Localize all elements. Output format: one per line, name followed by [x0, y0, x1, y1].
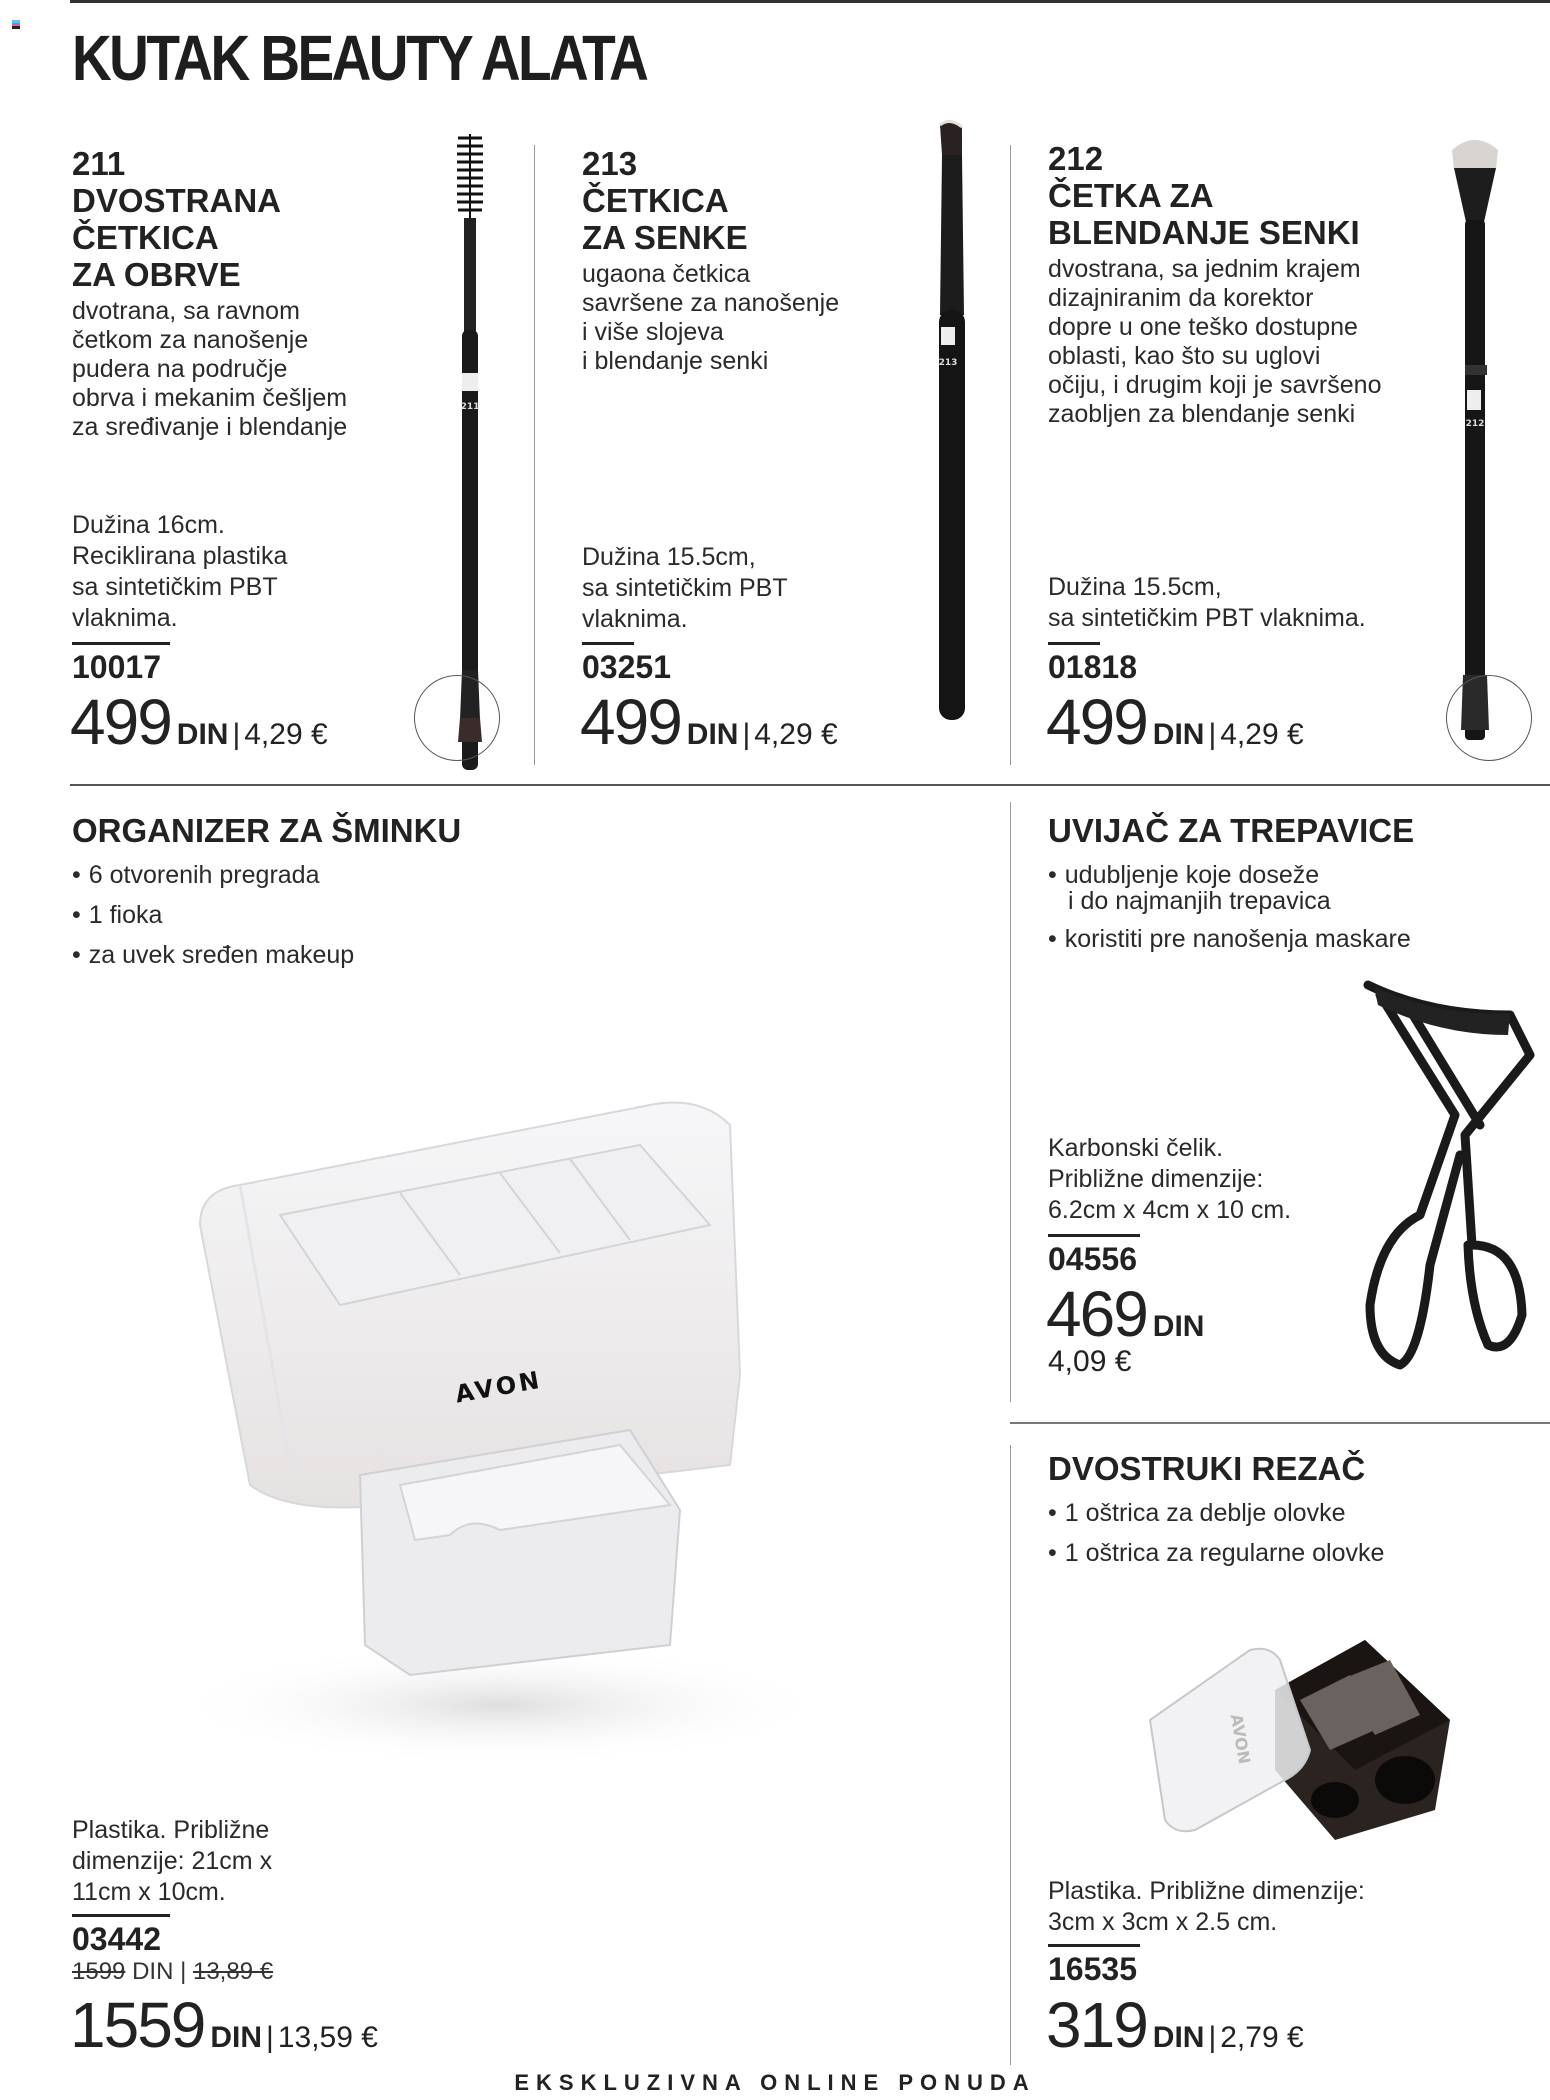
- price-currency: DIN: [176, 718, 229, 751]
- organizer-title: ORGANIZER ZA ŠMINKU: [72, 812, 462, 849]
- product-card-213: [582, 145, 839, 376]
- product-spec: Dužina 15.5cm, sa sintetičkim PBT vlaknima.: [582, 543, 788, 633]
- price-value: 1559: [70, 1989, 205, 2061]
- organizer-spec: Plastika. Približne dimenzije: 21cm x 11cm x 10cm.: [72, 1816, 273, 1906]
- column-divider: [1010, 145, 1011, 765]
- product-code: 03442: [72, 1921, 161, 1957]
- sharpener-features: • 1 oštrica za deblje olovke • 1 oštrica za regularne olovke: [1048, 1493, 1384, 1573]
- curler-title: UVIJAČ ZA TREPAVICE: [1048, 812, 1415, 849]
- price: 499 DIN | 4,29 €: [1046, 686, 1304, 758]
- svg-text:211: 211: [460, 402, 480, 412]
- price-eur: 2,79 €: [1220, 2021, 1304, 2054]
- price-eur: 13,59 €: [277, 2021, 378, 2054]
- product-code: 04556: [1048, 1241, 1137, 1277]
- code-rule: [1048, 642, 1100, 645]
- price-currency: DIN: [1152, 718, 1205, 751]
- price-eur: 4,29 €: [754, 718, 838, 751]
- code-rule: [72, 1914, 170, 1917]
- eyelash-curler-image: [1360, 975, 1540, 1385]
- page-title: KUTAK BEAUTY ALATA: [72, 22, 647, 94]
- price-value: 319: [1046, 1989, 1147, 2061]
- curler-features: • udubljenje koje doseže i do najmanjih trepavica • koristiti pre nanošenja maskare: [1048, 855, 1411, 959]
- blending-brush-image: [1440, 130, 1510, 750]
- sharpener-title: DVOSTRUKI REZAČ: [1048, 1450, 1366, 1487]
- product-code: 16535: [1048, 1951, 1137, 1987]
- product-name: 213 ČETKICA ZA SENKE: [582, 145, 748, 256]
- footer-banner: EKSKLUZIVNA ONLINE PONUDA: [514, 2070, 1036, 2095]
- product-card-212: [1048, 140, 1381, 429]
- svg-text:AVON: AVON: [453, 1365, 545, 1409]
- price-value: 469: [1046, 1278, 1147, 1350]
- product-card-211: [72, 145, 347, 442]
- product-description: dvostrana, sa jednim krajem dizajniranim da korektor dopre u one teško dostupne oblasti, kao što su uglovi očiju, i drugim koji je savršeno zaobljen za blendanje senki: [1048, 255, 1382, 428]
- column-divider: [1010, 802, 1011, 1402]
- code-rule: [72, 642, 170, 645]
- product-code: 10017: [72, 649, 161, 685]
- product-description: dvotrana, sa ravnom četkom za nanošenje pudera na područje obrva i mekanim češljem za sređivanje i blendanje: [72, 297, 348, 441]
- price: 1559 DIN | 13,59 €: [70, 1989, 378, 2061]
- zoom-circle: [414, 675, 500, 761]
- zoom-circle: [1446, 675, 1532, 761]
- sharpener-spec: Plastika. Približne dimenzije: 3cm x 3cm x 2.5 cm.: [1048, 1877, 1365, 1936]
- svg-text:213: 213: [938, 358, 958, 368]
- price-value: 499: [1046, 686, 1147, 758]
- old-price-value: 1599: [72, 1958, 126, 1985]
- svg-text:212: 212: [1465, 419, 1485, 429]
- price-currency: DIN: [1152, 2021, 1205, 2054]
- section-rule: [1010, 1422, 1550, 1424]
- product-code: 03251: [582, 649, 671, 685]
- price: 499 DIN | 4,29 €: [70, 686, 328, 758]
- price: 499 DIN | 4,29 €: [580, 686, 838, 758]
- price-value: 499: [580, 686, 681, 758]
- product-name: 211 DVOSTRANA ČETKICA ZA OBRVE: [72, 145, 282, 293]
- price-value: 499: [70, 686, 171, 758]
- product-spec: Dužina 16cm. Reciklirana plastika sa sintetičkim PBT vlaknima.: [72, 511, 288, 632]
- price-currency: DIN: [1152, 1310, 1205, 1343]
- price: [1046, 1278, 1205, 1350]
- svg-text:AVON: AVON: [1226, 1712, 1255, 1766]
- old-price: 1599 DIN | 13,89 €: [72, 1958, 274, 1985]
- pencil-sharpener-image: [1135, 1620, 1480, 1845]
- curler-spec: Karbonski čelik. Približne dimenzije: 6.2cm x 4cm x 10 cm.: [1048, 1134, 1292, 1224]
- product-code: 01818: [1048, 649, 1137, 685]
- product-description: ugaona četkica savršene za nanošenje i više slojeva i blendanje senki: [582, 260, 840, 375]
- price-currency: DIN: [210, 2021, 263, 2054]
- code-rule: [582, 642, 634, 645]
- eyeshadow-brush-image: [920, 115, 980, 725]
- code-rule: [1048, 1234, 1140, 1237]
- price-currency: DIN: [686, 718, 739, 751]
- product-name: 212 ČETKA ZA BLENDANJE SENKI: [1048, 140, 1360, 251]
- old-price-eur: 13,89 €: [192, 1958, 274, 1985]
- organizer-features: • 6 otvorenih pregrada • 1 fioka • za uvek sređen makeup: [72, 855, 354, 975]
- column-divider: [534, 145, 535, 765]
- organizer-image: [170, 1085, 890, 1765]
- column-divider: [1010, 1445, 1011, 2065]
- price-eur: 4,09 €: [1048, 1345, 1132, 1378]
- print-registration-mark: [12, 20, 20, 29]
- top-rule: [70, 0, 1550, 3]
- price-eur: 4,29 €: [1220, 718, 1304, 751]
- code-rule: [1048, 1944, 1140, 1947]
- brow-brush-image: [430, 130, 510, 770]
- section-rule: [70, 784, 1550, 786]
- price: 319 DIN | 2,79 €: [1046, 1989, 1304, 2061]
- product-spec: Dužina 15.5cm, sa sintetičkim PBT vlaknima.: [1048, 573, 1366, 632]
- price-eur: 4,29 €: [244, 718, 328, 751]
